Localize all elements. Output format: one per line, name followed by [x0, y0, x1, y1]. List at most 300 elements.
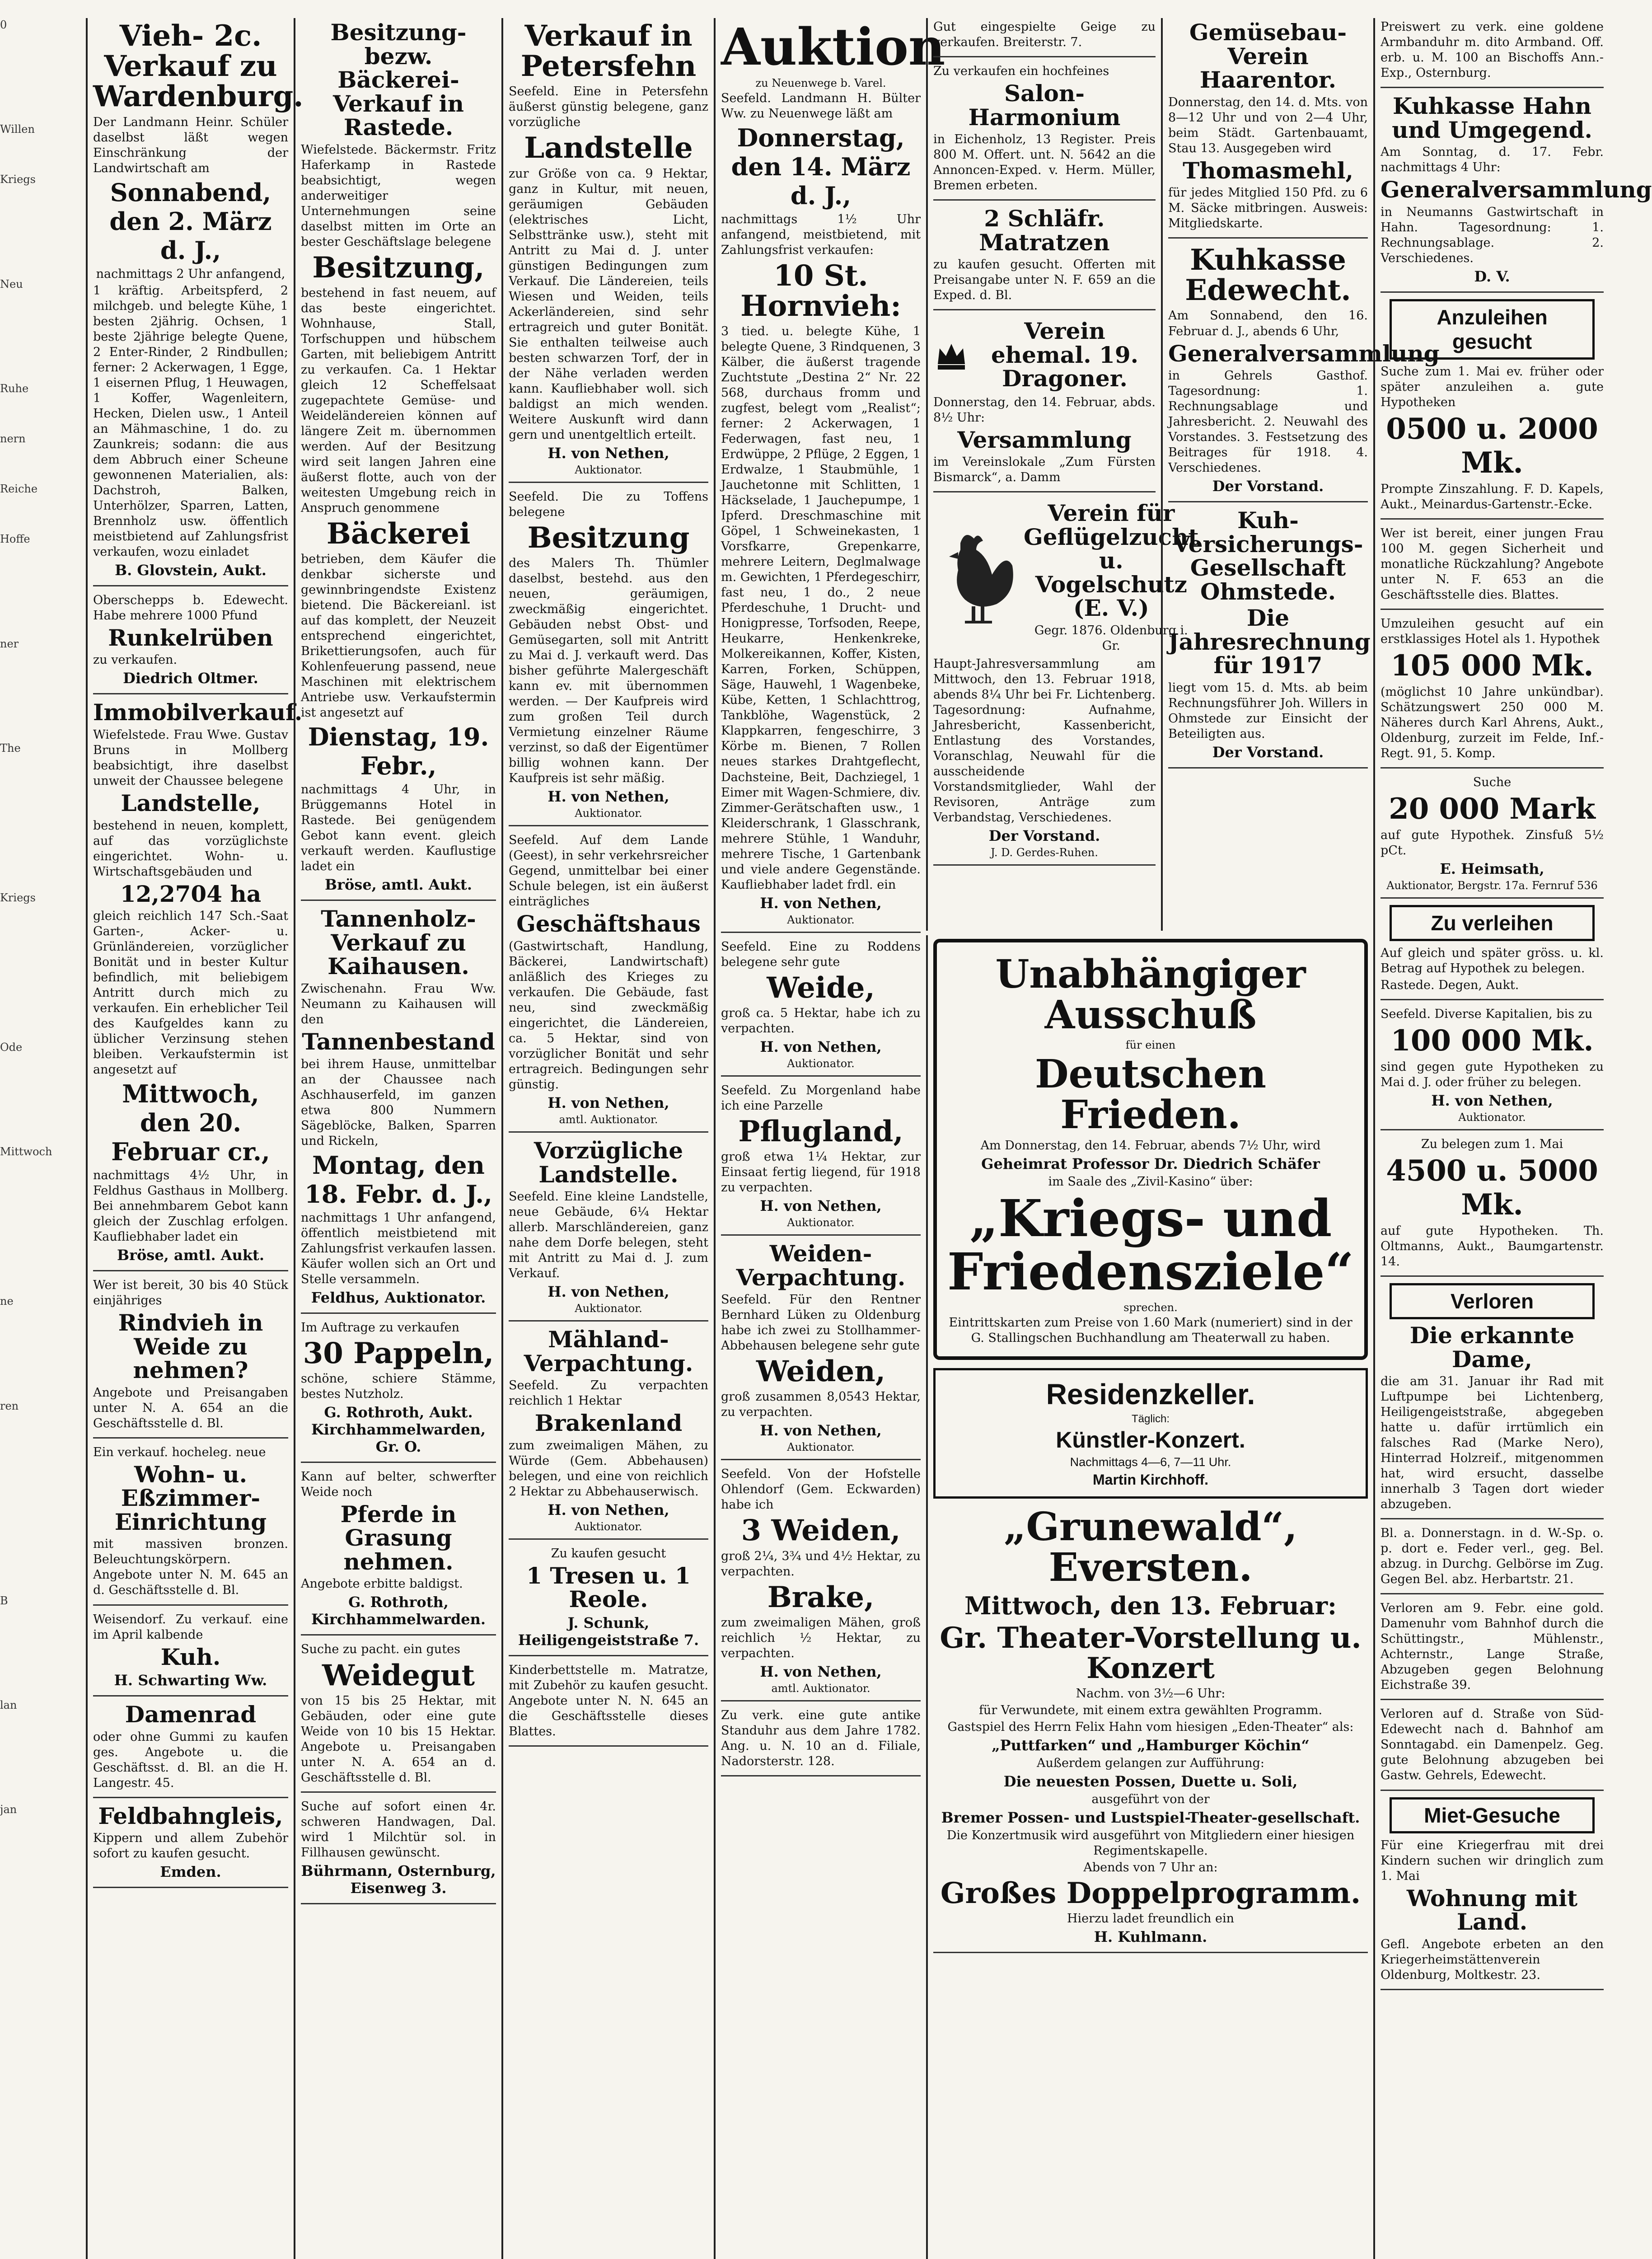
- ad-signature: Der Vorstand.: [1212, 743, 1324, 761]
- edge-fragment: Kriegs: [0, 173, 36, 186]
- ad-title: Vorzügliche Landstelle.: [534, 1137, 683, 1188]
- ad-text: Der Landmann Heinr. Schüler daselbst läßt wegen Einschränkung der Landwirtschaft am: [93, 115, 288, 175]
- ad-text: Weisendorf. Zu verkauf. eine im April kalbende: [93, 1612, 288, 1642]
- ad-subtitle: Brakenland: [534, 1410, 683, 1437]
- ad-signature-role: amtl. Auktionator.: [771, 1682, 870, 1695]
- edge-fragment: lan: [0, 1699, 17, 1711]
- ad-text: Am Donnerstag, den 14. Februar, abends 7½ Uhr, wird: [980, 1139, 1321, 1153]
- ad-signature: H. von Nethen,: [1431, 1092, 1553, 1110]
- ad-dragoner-verein: [933, 317, 1156, 492]
- ad-amount: 20 000 Mark: [1389, 792, 1596, 826]
- ad-text: bei ihrem Hause, unmittelbar an der Chaussee nach Aschhauserfeld, im ganzen etwa 800 Nummern Sägeblöcke, Balken, Sparren und Rickeln,: [301, 1057, 496, 1148]
- ad-text: Umzuleihen gesucht auf ein erstklassiges Hotel als 1. Hypothek: [1381, 616, 1604, 646]
- ad-signature-role: Auktionator.: [575, 807, 642, 820]
- ad-text: zur Größe von ca. 9 Hektar, ganz in Kultur, mit neuen, geräumigen Gebäuden (elektrisches Licht, Selbsttränke usw.), steht mit Antritt zu Mai d. J. unter günstigen Bedingungen zum Verkauf. Die Ländereien, teils Wiesen und Weiden, teils Ackerländereien, sind sehr ertragreich und guter Bonität. Sie enthalten teilweise auch besten schwarzen Torf, der in der Nähe verladen werden kann. Kaufliebhaber woll. sich baldigst an mich wenden. Weitere Auskunft wird dann gern und unentgeltlich erteilt.: [509, 166, 708, 442]
- ad-signature: H. von Nethen,: [760, 1038, 882, 1055]
- ad-text: Wer ist bereit, 30 bis 40 Stück einjähriges: [93, 1278, 288, 1308]
- rooster-icon: [933, 525, 1019, 629]
- ad-subtitle: Landstelle,: [121, 790, 261, 817]
- ad-text: Kann auf belter, schwerfter Weide noch: [301, 1469, 496, 1499]
- ad-text: Seefeld. Eine kleine Landstelle, neue Gebäude, 6¼ Hektar allerb. Marschländereien, ganz nahe dem Dorfe belegen, steht mit Antritt zu Mai d. J. zum Verkauf.: [509, 1190, 708, 1281]
- ad-einrichtung: [93, 1445, 288, 1606]
- ad-title: Weiden-Verpachtung.: [736, 1240, 906, 1291]
- ad-drei-weiden: [721, 1467, 921, 1701]
- column-5: [926, 18, 1199, 931]
- ad-subtitle: Tannenbestand: [302, 1028, 495, 1055]
- ad-title: Weidegut: [322, 1658, 475, 1692]
- ad-title: Verkauf in Petersfehn: [520, 19, 697, 84]
- ad-text: Angebote und Preisangaben unter N. A. 654 an die Geschäftsstelle d. Bl.: [93, 1385, 288, 1430]
- ad-signature-role: Auktionator.: [575, 463, 642, 476]
- ad-gefluegelzucht: [933, 499, 1199, 866]
- section-label-zu-verleihen: Zu verleihen: [1390, 905, 1595, 941]
- ad-text: liegt vom 15. d. Mts. ab beim Rechnungsführer Joh. Willers in Ohmstede zur Einsicht der Beteiligten aus.: [1168, 680, 1368, 741]
- ad-text: Abends von 7 Uhr an:: [1083, 1861, 1218, 1875]
- ad-text: Seefeld. Die zu Toffens belegene: [509, 489, 708, 519]
- ad-hotel-hypothek: [1381, 616, 1604, 769]
- ad-kapitalien: [1381, 1007, 1604, 1130]
- ad-text: groß ca. 5 Hektar, habe ich zu verpachten.: [721, 1006, 921, 1036]
- column-3: [501, 18, 714, 2259]
- ad-text: Suche zum 1. Mai ev. früher oder später anzuleihen a. gute Hypotheken: [1381, 364, 1604, 409]
- ad-signature: G. Rothroth, Aukt. Kirchhammelwarden, Gr. O.: [311, 1403, 486, 1455]
- ad-signature: Bröse, amtl. Aukt.: [117, 1247, 264, 1264]
- edge-fragment: Ruhe: [0, 382, 29, 395]
- ad-signature: H. von Nethen,: [548, 1094, 669, 1112]
- ad-text: Nachmittags 4—6, 7—11 Uhr.: [1070, 1455, 1231, 1469]
- ad-subtitle: Großes Doppelprogramm.: [940, 1876, 1361, 1911]
- ad-title: 2 Schläfr. Matratzen: [979, 205, 1110, 256]
- ad-vieh-verkauf: [93, 19, 304, 586]
- ad-subtitle: Weiden,: [756, 1354, 885, 1389]
- ad-subtitle: Besitzung,: [312, 250, 485, 285]
- ad-tresen: [509, 1546, 708, 1656]
- ad-text: Seefeld. Eine zu Roddens belegene sehr gute: [721, 939, 921, 969]
- ad-rindvieh: [93, 1278, 288, 1439]
- ad-text: Zu belegen zum 1. Mai: [1421, 1137, 1563, 1152]
- ad-geschaeftshaus: [509, 833, 708, 1133]
- ad-text: sprechen.: [1123, 1301, 1178, 1314]
- ad-signature-role: Auktionator.: [787, 1057, 855, 1070]
- ad-title: 3 Weiden,: [741, 1514, 901, 1548]
- ad-signature-role: Auktionator.: [1458, 1111, 1526, 1124]
- ad-text: Bl. a. Donnerstagn. in d. W.-Sp. o. p. dort e. Feder verl., geg. Bel. abzug. in Durchg. Gelbörse im Zug. Gegen Bel. abz. Herbartstr. 21.: [1381, 1526, 1604, 1587]
- ad-text: Suche auf sofort einen 4r. schweren Handwagen, Dal. wird 1 Milchtür sol. in Fillhausen gewünscht.: [301, 1799, 496, 1860]
- ad-signature: Bröse, amtl. Aukt.: [325, 876, 472, 894]
- ad-text: oder ohne Gummi zu kaufen ges. Angebote u. die Geschäftsst. d. Bl. an die H. Langestr. 45.: [93, 1729, 288, 1790]
- ad-title: Runkelrüben: [108, 624, 273, 651]
- ad-pappeln: [301, 1320, 496, 1463]
- ad-kuh: [93, 1612, 288, 1697]
- ad-text: Ein verkauf. hocheleg. neue: [93, 1445, 266, 1459]
- ad-text: Preiswert zu verk. eine goldene Armbanduhr m. dito Armband. Off. erb. u. M. 100 an Bischoffs Ann.-Exp., Osternburg.: [1381, 20, 1604, 80]
- ad-signature: G. Rothroth, Kirchhammelwarden.: [311, 1593, 486, 1628]
- ad-junge-frau: [1381, 526, 1604, 610]
- ad-date: Mittwoch, den 20. Februar cr.,: [111, 1079, 270, 1167]
- ad-damenrad: [93, 1703, 288, 1798]
- column-1: [86, 18, 304, 2259]
- ad-title: Gemüsebau-Verein Haarentor.: [1189, 19, 1347, 93]
- ad-text: zum zweimaligen Mähen, groß reichlich ½ Hektar, zu verpachten.: [721, 1615, 921, 1660]
- ad-text: Oberschepps b. Edewecht. Habe mehrere 1000 Pfund: [93, 593, 288, 623]
- ad-title: Rindvieh in Weide zu nehmen?: [118, 1309, 263, 1384]
- ad-signature-role: Auktionator.: [787, 913, 855, 926]
- section-label-verloren: Verloren: [1390, 1283, 1595, 1319]
- ad-feder-verloren: [1381, 1526, 1604, 1594]
- ad-text: nachmittags 1 Uhr anfangend, öffentlich meistbietend mit Zahlungsfrist verkaufen lassen. Käufer wollen sich an Ort und Stelle versammeln.: [301, 1210, 496, 1286]
- ad-pferde: [301, 1469, 496, 1636]
- ad-text: von 15 bis 25 Hektar, mit Gebäuden, oder eine gute Weide von 10 bis 15 Hektar. Angebote u. Preisangaben unter N. A. 654 an d. Geschäftsstelle d. Bl.: [301, 1693, 496, 1785]
- ad-text: (Gastwirtschaft, Handlung, Bäckerei, Landwirtschaft) anläßlich des Krieges zu verkaufen. Die Gebäude, fast neu, sind zweckmäßig eingerichtet, die Ländereien, ca. 5 Hektar, sind von vorzüglicher Bonität und sehr ertragreich. Bedingungen sehr günstig.: [509, 939, 708, 1092]
- ad-subtitle: Brake,: [767, 1580, 875, 1614]
- edge-fragment: ne: [0, 1295, 14, 1308]
- ad-text: nachmittags 1½ Uhr anfangend, meistbietend, mit Zahlungsfrist verkaufen:: [721, 212, 921, 257]
- left-edge-fragments: [0, 18, 52, 2259]
- ad-title: Kuhkasse Edewecht.: [1185, 243, 1351, 308]
- ad-title: Die erkannte Dame,: [1409, 1322, 1575, 1373]
- ad-text: Am Sonntag, d. 17. Febr. nachmittags 4 Uhr:: [1381, 145, 1604, 175]
- ad-title: Verein für Geflügelzucht u. Vogelschutz (E. V.): [1024, 500, 1199, 622]
- ad-text: Außerdem gelangen zur Aufführung:: [1037, 1756, 1264, 1771]
- ad-text: nachmittags 4½ Uhr, in Feldhus Gasthaus in Mollberg. Bei annehmbarem Gebot kann gleich der Zuschlag erfolgen. Kaufliebhaber ladet ein: [93, 1168, 288, 1244]
- ad-residenzkeller: [933, 1368, 1368, 1499]
- ad-signature: H. von Nethen,: [760, 1422, 882, 1439]
- ad-betrag-rastede: [1381, 946, 1604, 1000]
- ad-text: Wiefelstede. Frau Wwe. Gustav Bruns in Mollberg beabsichtigt, ihre daselbst unweit der Chaussee belegene: [93, 727, 288, 788]
- edge-fragment: Willen: [0, 123, 35, 136]
- ad-petersfehn: [509, 21, 708, 483]
- ad-amount: 0500 u. 2000 Mk.: [1386, 412, 1598, 480]
- ad-signature: Diedrich Oltmer.: [123, 670, 258, 687]
- edge-fragment: The: [0, 741, 21, 755]
- edge-fragment: Kriegs: [0, 891, 36, 904]
- ad-text: Donnerstag, den 14. Februar, abds. 8½ Uhr:: [933, 395, 1156, 425]
- ad-title: Tannenholz-Verkauf zu Kaihausen.: [321, 905, 476, 980]
- ad-kuhkasse-hahn: [1381, 93, 1652, 293]
- ad-text: Gefl. Angebote erbeten an den Kriegerheimstättenverein Oldenburg, Moltkestr. 23.: [1381, 1937, 1604, 1982]
- ad-signature: D. V.: [1474, 267, 1510, 285]
- ad-text: auf gute Hypothek. Zinsfuß 5½ pCt.: [1381, 828, 1604, 858]
- ad-signature: H. Schwarting Ww.: [114, 1672, 267, 1689]
- ad-title: Auktion: [721, 18, 945, 77]
- ad-title: Unabhängiger Ausschuß: [995, 951, 1306, 1038]
- ad-signature-role: Auktionator.: [787, 1216, 855, 1229]
- ad-subtitle: Thomasmehl,: [1183, 157, 1353, 184]
- ad-matratzen: [933, 207, 1156, 310]
- ad-text: ausgeführt von der: [1091, 1792, 1210, 1807]
- ad-gemuesebau-verein: [1168, 21, 1368, 239]
- ad-text: im Saale des „Zivil-Kasino“ über:: [1048, 1175, 1253, 1189]
- ad-signature: H. von Nethen,: [760, 1663, 882, 1680]
- ad-signature: Martin Kirchhoff.: [1093, 1472, 1208, 1488]
- ad-text: Prompte Zinszahlung. F. D. Kapels, Aukt., Meinardus-Gartenstr.-Ecke.: [1381, 482, 1604, 511]
- ad-text: Nachm. von 3½—6 Uhr:: [1076, 1687, 1226, 1701]
- ad-text: Verloren auf d. Straße von Süd-Edewecht nach d. Bahnhof am Sonntagabd. ein Damenpelz. Geg. gute Belohnung abzugeben bei Gastw. Gehrels, Edewecht.: [1381, 1707, 1604, 1783]
- ad-text: für Verwundete, mit einem extra gewählten Programm.: [978, 1703, 1323, 1718]
- ad-signature-role: Auktionator.: [575, 1302, 642, 1315]
- ad-text: Für eine Kriegerfrau mit drei Kindern suchen wir dringlich zum 1. Mai: [1381, 1838, 1604, 1883]
- ad-unabhaengiger-ausschuss: [933, 939, 1368, 1360]
- ad-text: Seefeld. Landmann H. Bülter Ww. zu Neuenwege läßt am: [721, 91, 921, 121]
- ad-text: Rastede. Degen, Aukt.: [1381, 978, 1519, 992]
- ad-damenuhr-verloren: [1381, 1601, 1604, 1700]
- ad-geige: [933, 19, 1156, 57]
- ad-signature: H. von Nethen,: [760, 1197, 882, 1215]
- ad-subtitle: zu Neuenwege b. Varel.: [755, 76, 886, 89]
- ad-signature: Emden.: [160, 1863, 221, 1881]
- ad-text: in Eichenholz, 13 Register. Preis 800 M. Offert. unt. N. 5642 an die Annoncen-Exped. v. Herm. Müller, Bremen erbeten.: [933, 132, 1156, 193]
- ad-text: zum zweimaligen Mähen, zu Würde (Gem. Abbehausen) belegen, und eine von reichlich 2 Hektar zu Abbehauserwisch.: [509, 1438, 708, 1499]
- ad-date: Dienstag, 19. Febr.,: [308, 722, 489, 781]
- ad-text: des Malers Th. Thümler daselbst, bestehd. aus den neuen, geräumigen, zweckmäßig eingerichtet. Gebäuden nebst Obst- und Gemüsegarten, soll mit Antritt zu Mai d. J. verkauft werd. Das bisher geführte Malergeschäft kann ev. mit übernommen werden. — Der Kaufpreis wird zum großen Teil durch Vermietung einzelner Räume verzinst, so daß der Eigentümer billig wohnen kann. Der Kaufpreis ist sehr mäßig.: [509, 556, 708, 786]
- column-6: [1161, 18, 1440, 931]
- section-label-anzuleihen: Anzuleihen gesucht: [1390, 299, 1595, 360]
- ad-zwanzigtausend: [1381, 775, 1604, 899]
- ad-subtitle: Landstelle: [524, 131, 693, 165]
- ad-title: Weide,: [767, 970, 875, 1005]
- ad-maehland: [509, 1328, 708, 1540]
- ad-kuhkasse-edewecht: [1168, 243, 1440, 502]
- ad-title: Residenzkeller.: [1046, 1378, 1255, 1411]
- ad-signature: J. Schunk, Heiligengeiststraße 7.: [518, 1614, 699, 1649]
- ad-subtitle: Generalversammlung: [1168, 340, 1440, 367]
- ad-text: „Puttfarken“ und „Hamburger Köchin“: [992, 1737, 1310, 1754]
- ad-subtitle: Versammlung: [957, 426, 1132, 453]
- column-4: [714, 18, 945, 2259]
- edge-fragment: Mittwoch: [0, 1145, 52, 1158]
- ad-text: gleich reichlich 147 Sch.-Saat Garten-, Acker- u. Grünländereien, vorzüglicher Bonität und in bester Kultur befindlich, mit beliebigem Antritt durch mich zu verkaufen. Ein erheblicher Teil des Kaufgeldes kann zu üblicher Verzinsung stehen bleiben. Verkaufstermin ist angesetzt auf: [93, 909, 288, 1077]
- ad-area: 12,2704 ha: [120, 880, 262, 907]
- ad-title: Verein ehemal. 19. Dragoner.: [991, 318, 1139, 392]
- ad-text: in Neumanns Gastwirtschaft in Hahn. Tagesordnung: 1. Rechnungsablage. 2. Verschiedenes.: [1381, 205, 1604, 265]
- ad-date: Montag, den 18. Febr. d. J.,: [304, 1150, 492, 1209]
- ad-signature: E. Heimsath,: [1440, 860, 1544, 877]
- ad-text: Täglich:: [1131, 1412, 1170, 1425]
- ad-title: Damenrad: [125, 1701, 257, 1728]
- ad-text: Die neuesten Possen, Duette u. Soli,: [1003, 1773, 1298, 1790]
- ad-wohnung-mit-land: [1381, 1838, 1604, 1990]
- ad-date: Donnerstag, den 14. März d. J.,: [731, 123, 911, 210]
- ad-text: Wiefelstede. Bäckermstr. Fritz Haferkamp in Rastede beabsichtigt, wegen anderweitiger Unternehmungen seine daselbst mitten im Orte an bester Geschäftslage belegene: [301, 142, 496, 249]
- ad-text: Die Konzertmusik wird ausgeführt von Mitgliedern einer hiesigen Regimentskapelle.: [946, 1828, 1355, 1858]
- ad-text: im Vereinslokale „Zum Fürsten Bismarck“, a. Damm: [933, 455, 1156, 485]
- ad-feldbahngleis: [93, 1804, 288, 1889]
- ad-text: nachmittags 2 Uhr anfangend,: [96, 267, 285, 281]
- ad-harmonium: [933, 64, 1156, 201]
- ad-text: zu verkaufen.: [93, 653, 178, 667]
- ad-text: (möglichst 10 Jahre unkündbar). Schätzungswert 250 000 M. Näheres durch Karl Ahrens, Aukt., Oldenburg, zurzeit im Felde, Inf.-Regt. 91, 5. Komp.: [1381, 684, 1604, 760]
- ad-text: Zu kaufen gesucht: [551, 1546, 666, 1561]
- ad-signature: B. Glovstein, Aukt.: [115, 561, 267, 579]
- ad-title: 30 Pappeln,: [303, 1336, 494, 1370]
- ad-lecture-title: „Kriegs- und Friedensziele“: [947, 1189, 1354, 1302]
- ad-text: Auf gleich und später gröss. u. kl. Betrag auf Hypothek zu belegen.: [1381, 946, 1604, 975]
- ad-text: Gegr. 1876. Oldenburg i. Gr.: [1034, 623, 1188, 653]
- edge-fragment: Neu: [0, 277, 23, 291]
- ad-signature-role: amtl. Auktionator.: [559, 1113, 658, 1126]
- edge-fragment: jan: [0, 1803, 17, 1816]
- ad-text: nachmittags 4 Uhr, in Brüggemanns Hotel in Rastede. Bei genügendem Gebot kann event. gleich verkauft werden. Kauflustige ladet ein: [301, 783, 496, 874]
- ad-signature: Der Vorstand.: [988, 827, 1100, 844]
- ad-amount: 105 000 Mk.: [1390, 648, 1594, 683]
- ad-text: Suche: [1473, 775, 1512, 789]
- ad-text: groß 2¼, 3¾ und 4½ Hektar, zu verpachten.: [721, 1549, 921, 1579]
- ad-zu-belegen: [1381, 1137, 1604, 1277]
- ad-signature: H. von Nethen,: [548, 1501, 669, 1518]
- ad-text: Zwischenahn. Frau Ww. Neumann zu Kaihausen will den: [301, 981, 496, 1027]
- ad-pflugland: [721, 1083, 921, 1236]
- ad-baeckerei-verkauf: [301, 21, 496, 901]
- edge-fragment: B: [0, 1594, 8, 1607]
- ad-text: Bremer Possen- und Lustspiel-Theater-gesellschaft.: [941, 1809, 1360, 1827]
- ad-weiden-verpachtung: [721, 1242, 921, 1460]
- ad-text: Seefeld. Für den Rentner Bernhard Lüken zu Oldenburg habe ich zwei zu Stollhammer-Abbehausen belegene sehr gute: [721, 1293, 921, 1353]
- ad-speaker: Geheimrat Professor Dr. Diedrich Schäfer: [981, 1155, 1320, 1173]
- crown-icon: [933, 337, 969, 373]
- ad-title: Feldbahngleis,: [98, 1802, 283, 1829]
- ad-text: groß zusammen 8,0543 Hektar, zu verpachten.: [721, 1390, 921, 1420]
- ad-text: Gut eingespielte Geige zu verkaufen. Breiterstr. 7.: [933, 20, 1156, 50]
- ad-text: Zu verkaufen ein hochfeines: [933, 64, 1109, 79]
- ad-text: in Gehrels Gasthof. Tagesordnung: 1. Rechnungsablage und Jahresbericht. 2. Neuwahl des Vorstandes. 3. Festsetzung des Beitrages für 1918. 4. Verschiedenes.: [1168, 369, 1368, 475]
- ad-vorzuegliche-landstelle: [509, 1139, 708, 1322]
- ad-title: Kuh-Versicherungs-Gesellschaft Ohmstede.: [1173, 507, 1363, 605]
- ad-text: 3 tied. u. belegte Kühe, 1 belegte Quene, 3 Rindquenen, 3 Kälber, die äußerst tragende Zuchtstute „Destina 2“ Nr. 22 568, durchaus fromm und zugfest, belegt vom „Realist“; ferner: 2 Ackerwagen, 1 Federwagen, fast neu, 1 Erdwüppe, 2 Pflüge, 2 Eggen, 1 Erdwalze, 1 Staubmühle, 1 Jauchetonne mit Schlitten, 1 Häckselade, 1 Jauchepumpe, 1 Ipferd. Dreschmaschine mit Göpel, 1 Schweinekasten, 1 Vorsfkarre, Grepenkarre, mehrere Leitern, Deglmalwage m. Gewichten, 1 Pferdegeschirr, fast neu, 1 do., 2 neue Pferdeschuhe, 1 Drucht- und Honigpresse, Torfsoden, Reepe, Heukarre, Henkenkreke, Molkereikannen, Koffer, Kisten, Karren, Forken, Schüppen, Säge, Hauwehl, 1 Wagenbeke, Kübe, Ketten, 1 Schlachttrog, Tankblöhe, Wagenstück, 2 Klappkarren, fengeschirre, 3 Körbe m. Bienen, 7 Rollen neues starkes Drahtgeflecht, Dachsteine, Beit, Dachziegel, 1 Eimer mit Wagen-Schmiere, div. Zimmer-Gerätschaften usw., 1 Kleiderschrank, 1 Glasschrank, mehrere Stühle, 1 Wanduhr, mehrere Tische, 1 Gartenbank und viele andere Gegenstände. Kaufliebhaber ladet frdl. ein: [721, 324, 921, 892]
- ad-signature: Bührmann, Osternburg, Eisenweg 3.: [301, 1862, 496, 1897]
- ad-title: Wohn- u. Eßzimmer-Einrichtung: [114, 1461, 267, 1535]
- ad-text: Eintrittskarten zum Preise von 1.60 Mark (numeriert) sind in der G. Stallingschen Buchhandlung am Theaterwall zu haben.: [949, 1316, 1352, 1345]
- ad-handwagen: [301, 1799, 496, 1904]
- ad-signature: H. von Nethen,: [548, 444, 669, 462]
- ad-text: schöne, schiere Stämme, bestes Nutzholz.: [301, 1371, 496, 1401]
- ad-text: Wer ist bereit, einer jungen Frau 100 M. gegen Sicherheit und monatliche Rückzahlung? Angebote unter N. F. 653 an die Geschäftsstelle dies. Blattes.: [1381, 526, 1604, 602]
- ad-title: Salon-Harmonium: [968, 80, 1121, 131]
- ad-besitzung-toffens: [509, 489, 708, 826]
- ad-text: betrieben, dem Käufer die denkbar sicherste und gewinnbringendste Existenz bietend. Die Bäckereianl. ist auf das komplett, der Neuzeit entsprechend eingerichtet, Brikettierungsofen, auch für Kohlenfeuerung passend, neue Maschinen mit elektrischem Antriebe usw. Verkaufstermin ist angesetzt auf: [301, 552, 496, 720]
- ad-signature-role: Auktionator.: [575, 1520, 642, 1533]
- ad-kinderbett: [509, 1663, 708, 1747]
- ad-kuh-versicherung: [1168, 507, 1371, 769]
- ad-text: die am 31. Januar ihr Rad mit Luftpumpe bei Lichtenberg, Heiligengeiststraße, abgegeben hatte u. dafür irrtümlich ein falsches Rad (Marke Nero), Hinterrad Holzreif., mitgenommen hat, wird ersucht, dasselbe innerhalb 3 Tagen dort wieder abzugeben.: [1381, 1374, 1604, 1512]
- ad-text: groß etwa 1¼ Hektar, zur Einsaat fertig liegend, für 1918 zu verpachten.: [721, 1150, 921, 1195]
- ad-damenpelz-verloren: [1381, 1706, 1604, 1790]
- ad-title: Wohnung mit Land.: [1406, 1884, 1578, 1936]
- ad-subtitle: Generalversammlung: [1381, 176, 1652, 203]
- ad-text: für jedes Mitglied 150 Pfd. zu 6 M. Säcke mitbringen. Ausweis: Mitgliedskarte.: [1168, 186, 1368, 231]
- ad-erkannte-dame: [1381, 1324, 1604, 1519]
- ad-title: 1 Tresen u. 1 Reole.: [526, 1562, 691, 1613]
- ad-standuhr: [721, 1708, 921, 1776]
- ad-text: Donnerstag, den 14. d. Mts. von 8—12 Uhr und von 2—4 Uhr, beim Städt. Gartenbauamt, Stau 13. Ausgegeben wird: [1168, 95, 1368, 155]
- ad-text: Seefeld. Diverse Kapitalien, bis zu: [1381, 1007, 1593, 1022]
- ad-text: Seefeld. Zu Morgenland habe ich eine Parzelle: [721, 1083, 921, 1113]
- ad-text: Suche zu pacht. ein gutes: [301, 1642, 461, 1657]
- ad-tannenholz: [301, 907, 496, 1313]
- ad-hypotheken-gesucht: [1381, 364, 1604, 520]
- ad-date: Mittwoch, den 13. Februar:: [964, 1591, 1337, 1620]
- ad-text: Seefeld. Von der Hofstelle Ohlendorf (Gem. Eckwarden) habe ich: [721, 1467, 921, 1512]
- ad-weide-roddens: [721, 939, 921, 1077]
- ad-text: sind gegen gute Hypotheken zu Mai d. J. oder früher zu belegen.: [1381, 1060, 1604, 1090]
- ad-signature-name: J. D. Gerdes-Ruhen.: [991, 846, 1098, 859]
- wide-ads-area: [926, 935, 1373, 2259]
- ad-title: Besitzung: [527, 520, 690, 555]
- ad-subtitle: Künstler-Konzert.: [1056, 1427, 1245, 1453]
- ad-title: Besitzung- bezw. Bäckerei-Verkauf in Rastede.: [330, 19, 467, 141]
- ad-title: Vieh- 2c. Verkauf zu Wardenburg.: [93, 19, 304, 114]
- ad-signature: H. von Nethen,: [548, 1283, 669, 1301]
- ad-text: Kippern und allem Zubehör sofort zu kaufen gesucht.: [93, 1831, 288, 1861]
- ad-amount: 100 000 Mk.: [1390, 1024, 1594, 1058]
- ad-subtitle: Bäckerei: [326, 517, 471, 551]
- edge-fragment: ner: [0, 637, 19, 650]
- ad-title: Gr. Theater-Vorstellung u. Konzert: [940, 1621, 1362, 1685]
- ad-title: Kuhkasse Hahn und Umgegend.: [1392, 93, 1592, 143]
- ad-title: Kuh.: [160, 1643, 221, 1670]
- ad-text: Seefeld. Zu verpachten reichlich 1 Hektar: [509, 1378, 708, 1408]
- section-label-miet-gesuche: Miet-Gesuche: [1390, 1797, 1595, 1833]
- ad-text: zu kaufen gesucht. Offerten mit Preisangabe unter N. F. 659 an die Exped. d. Bl.: [933, 258, 1156, 303]
- edge-fragment: 0: [0, 19, 7, 31]
- ad-text: Kinderbettstelle m. Matratze, mit Zubehör zu kaufen gesucht. Angebote unter N. N. 645 an die Geschäftsstelle dieses Blattes.: [509, 1663, 708, 1739]
- ad-title: Pferde in Grasung nehmen.: [340, 1500, 457, 1575]
- ad-signature: H. von Nethen,: [548, 788, 669, 806]
- ad-text: Angebote erbitte baldigst.: [301, 1577, 463, 1591]
- ad-signature: H. Kuhlmann.: [1094, 1928, 1207, 1946]
- edge-fragment: ren: [0, 1399, 19, 1412]
- ad-text: Haupt-Jahresversammlung am Mittwoch, den 13. Februar 1918, abends 8¼ Uhr bei Fr. Lichtenberg. Tagesordnung: Aufnahme, Jahresbericht, Kassenbericht, Entlastung des Vorstandes, Voranschlag, Neuwahl für die ausscheidende Vorstandsmitglieder, Wahl der Revisoren, Anträge zum Verbandstag, Verschiedenes.: [933, 656, 1156, 825]
- ad-text: Zu verk. eine gute antike Standuhr aus dem Jahre 1782. Ang. u. N. 10 an d. Filiale, Nadorsterstr. 128.: [721, 1708, 921, 1768]
- ad-text: auf gute Hypotheken. Th. Oltmanns, Aukt., Baumgartenstr. 14.: [1381, 1224, 1604, 1269]
- ad-text: Gastspiel des Herrn Felix Hahn vom hiesigen „Eden-Theater“ als:: [947, 1720, 1354, 1734]
- ad-text: für einen: [1125, 1038, 1176, 1051]
- ad-title: „Grunewald“, Eversten.: [1004, 1504, 1297, 1591]
- ad-text: bestehend in fast neuem, auf das beste eingerichtet. Wohnhause, Stall, Torfschuppen und hübschem Garten, mit beliebigem Antritt zu verkaufen. Ca. 1 Hektar gleich 12 Scheffelsaat zugepachtete Gemüse- und Weideländereien können auf längere Zeit m. übernommen werden. Auf der Besitzung wird seit langen Jahren eine äußerst flotte, auch von der weitesten Umgebung reich in Anspruch genommene: [301, 286, 496, 516]
- column-2: [294, 18, 501, 2259]
- ad-immobilverkauf: [93, 699, 303, 1271]
- ad-text: Seefeld. Auf dem Lande (Geest), in sehr verkehrsreicher Gegend, unmittelbar bei einer Schule belegen, ist ein äußerst einträgliches: [509, 833, 708, 909]
- ad-signature: H. von Nethen,: [760, 894, 882, 912]
- ad-armbanduhr: [1381, 19, 1604, 88]
- ad-signature-role: Auktionator.: [787, 1441, 855, 1454]
- edge-fragment: nern: [0, 432, 26, 445]
- ad-title: Immobilverkauf.: [93, 699, 303, 726]
- ad-text: 1 kräftig. Arbeitspferd, 2 milchgeb. und belegte Kühe, 1 besten 2jährig. Ochsen, 1 beste 2jährige belegte Quene, 2 Enter-Rinder, 2 Rindbullen; ferner: 2 Ackerwagen, 1 Egge, 1 eisernen Pflug, 1 Heuwagen, 1 Koffer, Wagenleitern, Hecken, Dielen usw., 1 Anteil an Mähmaschine, 1 do. zu Zaunkreis; sodann: die aus dem Abbruch einer Scheune gewonnenen Materialien, als: Dachstroh, Balken, Unterhölzer, Sparren, Latten, Brennholz usw. öffentlich meistbietend auf Zahlungsfrist verkaufen, wozu einladet: [93, 283, 288, 559]
- ad-date: Sonnabend, den 2. März d. J.,: [109, 178, 272, 265]
- ad-text: bestehend in neuen, komplett, auf das vorzüglichste eingerichtet. Wohn- u. Wirtschaftsgebäuden und: [93, 818, 288, 879]
- ad-heading: 10 St. Hornvieh:: [740, 258, 901, 323]
- ad-title: Pflugland,: [738, 1114, 903, 1148]
- ad-title: Deutschen Frieden.: [1034, 1051, 1267, 1138]
- ad-grunewald-eversten: [933, 1504, 1368, 1953]
- ad-text: Im Auftrage zu verkaufen: [301, 1320, 459, 1335]
- column-7: [1373, 18, 1652, 2259]
- edge-fragment: Ode: [0, 1041, 23, 1054]
- edge-fragment: Reiche: [0, 483, 38, 496]
- ad-signature-role: Auktionator, Bergstr. 17a. Fernruf 536: [1386, 879, 1598, 892]
- ad-title: Geschäftshaus: [516, 910, 701, 937]
- ad-subtitle: Die Jahresrechnung für 1917: [1168, 605, 1371, 679]
- ad-amount: 4500 u. 5000 Mk.: [1386, 1154, 1598, 1222]
- ad-text: mit massiven bronzen. Beleuchtungskörpern. Angebote unter N. M. 645 an d. Geschäftsstelle d. Bl.: [93, 1537, 288, 1598]
- ad-weidegut: [301, 1642, 496, 1792]
- ad-title: Mähland-Verpachtung.: [524, 1326, 693, 1377]
- ad-runkelrueben: [93, 593, 288, 695]
- ad-auktion-neuenwege: [721, 18, 945, 933]
- ad-text: Am Sonnabend, den 16. Februar d. J., abends 6 Uhr,: [1168, 309, 1368, 338]
- ad-signature: Feldhus, Auktionator.: [311, 1289, 486, 1306]
- ad-text: Seefeld. Eine in Petersfehn äußerst günstig belegene, ganz vorzügliche: [509, 84, 708, 130]
